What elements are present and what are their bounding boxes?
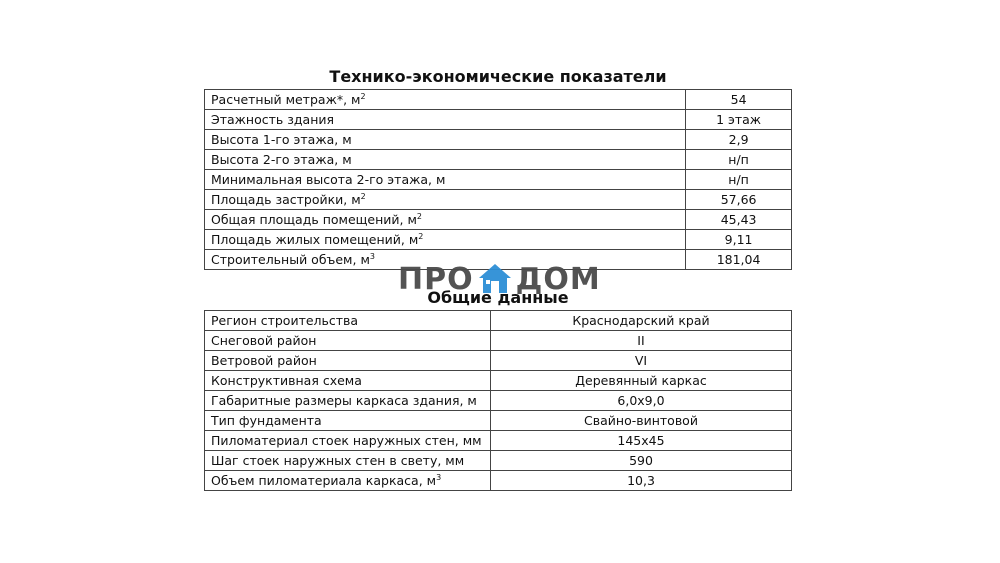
row-value: Деревянный каркас <box>490 371 791 391</box>
row-label <box>205 351 491 371</box>
row-label <box>205 210 686 230</box>
tech-table-row <box>205 170 792 190</box>
row-label-text: Пиломатериал стоек наружных стен, мм <box>211 433 482 448</box>
unit-exponent: 2 <box>360 91 366 101</box>
row-value: 10,3 <box>490 471 791 491</box>
row-label-text: Регион строительства <box>211 313 359 328</box>
row-label-text: Снеговой район <box>211 333 317 348</box>
unit-exponent: 3 <box>436 472 442 482</box>
row-value: II <box>490 331 791 351</box>
row-label <box>205 170 686 190</box>
row-value: 145х45 <box>490 431 791 451</box>
row-label-text: Площадь жилых помещений, м <box>211 232 419 247</box>
general-table-row <box>205 391 792 411</box>
row-label <box>205 190 686 210</box>
row-label <box>205 331 491 351</box>
row-value: Свайно-винтовой <box>490 411 791 431</box>
tech-table-row <box>205 150 792 170</box>
row-label-text: Строительный объем, м <box>211 252 370 267</box>
row-label-text: Габаритные размеры каркаса здания, м <box>211 393 477 408</box>
general-section-title: Общие данные <box>427 288 569 307</box>
row-value: 181,04 <box>686 250 792 270</box>
unit-exponent: 2 <box>360 191 366 201</box>
row-value: 9,11 <box>686 230 792 250</box>
row-value: 54 <box>686 90 792 110</box>
row-label-text: Этажность здания <box>211 112 335 127</box>
tech-table-row <box>205 190 792 210</box>
row-label-text: Шаг стоек наружных стен в свету, мм <box>211 453 465 468</box>
row-label-text: Площадь застройки, м <box>211 192 361 207</box>
row-label-text: Объем пиломатериала каркаса, м <box>211 473 437 488</box>
logo-text-right: ДОМ <box>515 261 601 297</box>
unit-exponent: 2 <box>416 211 422 221</box>
row-value: н/п <box>686 170 792 190</box>
row-label <box>205 411 491 431</box>
row-label <box>205 110 686 130</box>
tech-section-title: Технико-экономические показатели <box>329 67 667 86</box>
general-table-row <box>205 471 792 491</box>
row-label <box>205 371 491 391</box>
tech-table-row <box>205 230 792 250</box>
row-value: 45,43 <box>686 210 792 230</box>
tech-table-row <box>205 130 792 150</box>
unit-exponent: 2 <box>418 231 424 241</box>
general-table-row <box>205 411 792 431</box>
row-value: VI <box>490 351 791 371</box>
row-label-text: Минимальная высота 2-го этажа, м <box>211 172 446 187</box>
row-label-text: Расчетный метраж*, м <box>211 92 361 107</box>
row-label <box>205 451 491 471</box>
row-label-text: Тип фундамента <box>211 413 322 428</box>
general-data-table <box>204 310 792 491</box>
row-value: 1 этаж <box>686 110 792 130</box>
row-value: Краснодарский край <box>490 311 791 331</box>
tech-table-row <box>205 110 792 130</box>
row-value: 590 <box>490 451 791 471</box>
general-table-row <box>205 331 792 351</box>
row-value: н/п <box>686 150 792 170</box>
row-label-text: Конструктивная схема <box>211 373 362 388</box>
tech-table-row <box>205 90 792 110</box>
row-label <box>205 130 686 150</box>
row-label <box>205 150 686 170</box>
row-label <box>205 431 491 451</box>
row-label <box>205 391 491 411</box>
row-label-text: Ветровой район <box>211 353 317 368</box>
row-label <box>205 471 491 491</box>
tech-indicators-table <box>204 89 792 270</box>
row-label <box>205 230 686 250</box>
general-table-row <box>205 311 792 331</box>
general-table-row <box>205 371 792 391</box>
row-label <box>205 311 491 331</box>
row-label-text: Общая площадь помещений, м <box>211 212 417 227</box>
row-value: 57,66 <box>686 190 792 210</box>
general-table-row <box>205 451 792 471</box>
row-value: 6,0х9,0 <box>490 391 791 411</box>
row-label-text: Высота 2-го этажа, м <box>211 152 352 167</box>
logo-text-left: ПРО <box>398 261 474 297</box>
unit-exponent: 3 <box>369 251 375 261</box>
row-value: 2,9 <box>686 130 792 150</box>
row-label <box>205 90 686 110</box>
general-table-row <box>205 431 792 451</box>
row-label-text: Высота 1-го этажа, м <box>211 132 352 147</box>
tech-table-row <box>205 210 792 230</box>
general-table-row <box>205 351 792 371</box>
